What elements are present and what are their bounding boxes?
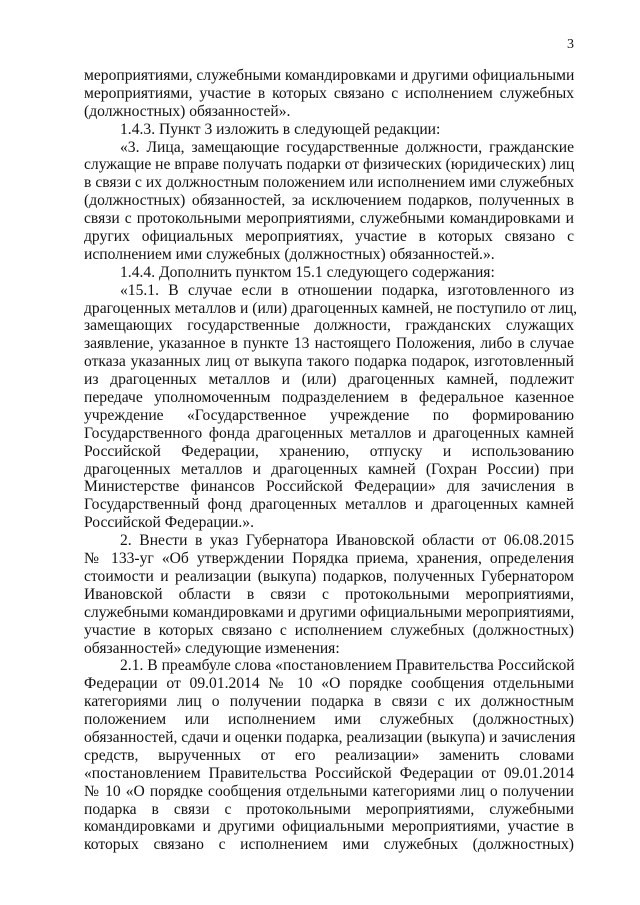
text-line: Государственный фонд драгоценных металлов и драгоценных камней [84, 496, 574, 514]
text-line: Министерстве финансов Российской Федерации» для зачисления в [84, 478, 574, 496]
text-line: «3. Лица, замещающие государственные должности, гражданские [120, 138, 574, 156]
text-line: мероприятиями, участие в которых связано с исполнением служебных [84, 84, 574, 102]
text-line: № 133-уг «Об утверждении Порядка приема, хранения, определения [84, 550, 574, 568]
text-line: командировками и другими официальными мероприятиями, участие в [84, 818, 574, 836]
text-line: в связи с их должностным положением или исполнением ими служебных [84, 174, 574, 192]
text-line: Российской Федерации.». [84, 514, 254, 532]
text-line: которых связано с исполнением ими служебных (должностных) [84, 836, 574, 854]
text-line: учреждение «Государственное учреждение по формированию [84, 406, 574, 424]
text-line: служебными командировками и другими официальными мероприятиями, [84, 603, 575, 621]
text-line: «15.1. В случае если в отношении подарка, изготовленного из [120, 281, 574, 299]
text-line: обязанностей» следующие изменения: [84, 639, 340, 657]
text-line: исполнением ими служебных (должностных) обязанностей.». [84, 245, 495, 263]
text-line: передаче уполномоченным подразделением в федеральное казенное [84, 389, 574, 407]
text-line: 2. Внести в указ Губернатора Ивановской области от 06.08.2015 [120, 532, 574, 550]
text-line: других официальных мероприятиях, участие в которых связано с [84, 228, 574, 246]
text-line: заявление, указанное в пункте 13 настоящего Положения, либо в случае [84, 335, 574, 353]
text-line: Государственного фонда драгоценных металлов и драгоценных камней [84, 424, 574, 442]
text-line: Российской Федерации, хранению, отпуску и использованию [84, 442, 574, 460]
text-line: 1.4.3. Пункт 3 изложить в следующей редакции: [120, 120, 441, 138]
text-line: стоимости и реализации (выкупа) подарков, полученных Губернатором [84, 567, 574, 585]
page-number: 3 [567, 37, 574, 52]
text-line: (должностных) обязанностей, за исключением подарков, полученных в [84, 192, 574, 210]
text-line: драгоценных металлов и драгоценных камней (Гохран России) при [84, 460, 574, 478]
text-line: служащие не вправе получать подарки от физических (юридических) лиц [84, 156, 575, 174]
text-line: подарка в связи с протокольными мероприятиями, служебными [84, 800, 574, 818]
text-line: мероприятиями, служебными командировками и другими официальными [84, 67, 575, 84]
text-line: драгоценных металлов и (или) драгоценных камней, не поступило от лиц, [84, 299, 578, 317]
text-line: 1.4.4. Дополнить пунктом 15.1 следующего содержания: [120, 263, 495, 281]
text-line: положением или исполнением ими служебных (должностных) [84, 711, 574, 729]
text-line: 2.1. В преамбуле слова «постановлением Правительства Российской [120, 657, 575, 675]
text-line: отказа указанных лиц от выкупа такого подарка подарок, изготовленный [84, 353, 574, 371]
text-line: средств, вырученных от его реализации» заменить словами [84, 746, 574, 764]
text-line: категориями лиц о получении подарка в связи с их должностным [84, 693, 574, 711]
text-line: замещающих государственные должности, гражданских служащих [84, 317, 574, 335]
text-line: № 10 «О порядке сообщения отдельными категориями лиц о получении [84, 782, 574, 800]
text-line: обязанностей, сдачи и оценки подарка, реализации (выкупа) и зачисления [84, 728, 576, 746]
text-line: Федерации от 09.01.2014 № 10 «О порядке сообщения отдельными [84, 675, 574, 693]
text-line: связи с протокольными мероприятиями, служебными командировками и [84, 210, 574, 228]
text-line: из драгоценных металлов и (или) драгоценных камней, подлежит [84, 371, 574, 389]
text-line: Ивановской области в связи с протокольными мероприятиями, [84, 585, 574, 603]
text-line: «постановлением Правительства Российской Федерации от 09.01.2014 [84, 764, 574, 782]
document-body [84, 67, 578, 854]
text-line: участие в которых связано с исполнением служебных (должностных) [84, 621, 574, 639]
text-line: (должностных) обязанностей». [84, 102, 291, 120]
